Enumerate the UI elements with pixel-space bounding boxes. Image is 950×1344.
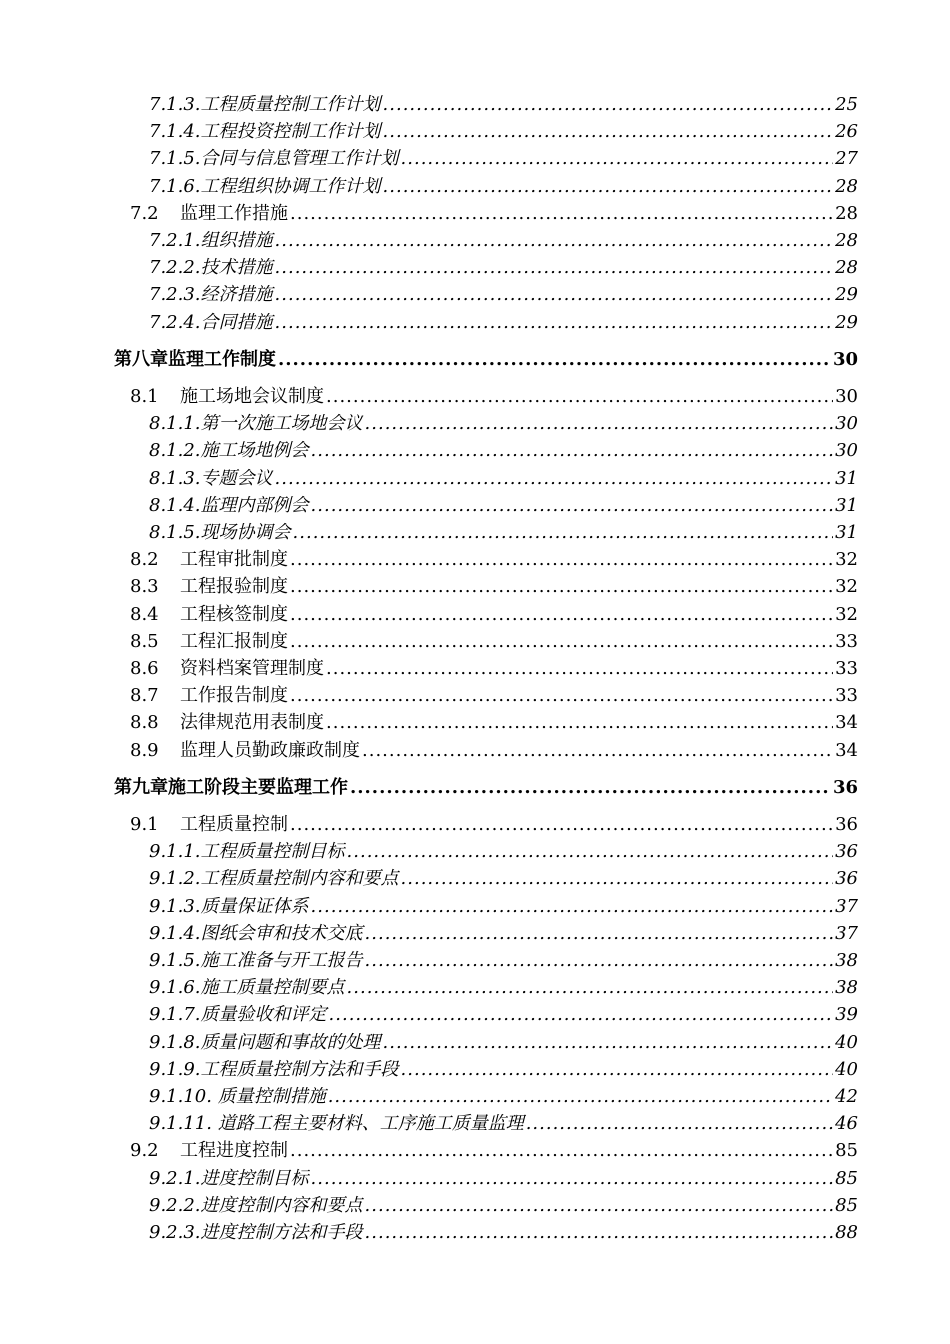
toc-entry-number: 8.9 — [130, 739, 159, 761]
toc-page-number: 40 — [835, 1058, 858, 1080]
toc-entry-title: 监理工作措施 — [180, 202, 288, 224]
toc-entry-label: 8.1.1.第一次施工场地会议 — [149, 413, 363, 435]
toc-page-number: 46 — [835, 1113, 858, 1135]
toc-entry[interactable] — [149, 519, 858, 546]
toc-entry[interactable] — [130, 737, 858, 764]
toc-entry-label: 9.1.8.质量问题和事故的处理 — [149, 1031, 381, 1053]
toc-entry-label: 9.1.10. 质量控制措施 — [149, 1086, 326, 1107]
toc-entry-number: 8.6 — [130, 658, 159, 679]
toc-page-number: 26 — [835, 121, 858, 143]
toc-entry-title: 工程汇报制度 — [180, 630, 288, 652]
toc-entry[interactable] — [149, 309, 858, 336]
toc-page-number: 27 — [835, 148, 858, 170]
toc-dot-leader — [290, 200, 833, 227]
toc-entry[interactable] — [149, 465, 858, 492]
toc-entry[interactable] — [149, 1110, 858, 1137]
toc-page-number: 30 — [835, 386, 858, 407]
toc-entry-label — [130, 682, 288, 709]
toc-dot-leader — [328, 1083, 833, 1110]
toc-dot-leader — [365, 1219, 834, 1246]
toc-entry-label — [130, 628, 288, 655]
toc-entry[interactable] — [149, 1219, 858, 1246]
toc-entry-label: 7.2.2.技术措施 — [149, 257, 273, 279]
toc-dot-leader — [275, 254, 834, 281]
toc-page-number: 40 — [835, 1031, 858, 1053]
toc-entry-label: 第九章施工阶段主要监理工作 — [114, 776, 348, 798]
toc-entry-label: 9.1.7.质量验收和评定 — [149, 1004, 327, 1026]
toc-entry-label: 9.1.4.图纸会审和技术交底 — [149, 922, 363, 944]
toc-entry[interactable] — [149, 227, 858, 254]
toc-entry-label: 8.1.3.专题会议 — [149, 467, 273, 489]
toc-entry-label — [130, 655, 324, 682]
toc-page-number: 30 — [835, 440, 858, 462]
toc-entry-title: 工程核签制度 — [180, 603, 288, 625]
toc-dot-leader — [329, 1001, 834, 1028]
toc-page-number: 33 — [835, 685, 858, 707]
toc-dot-leader — [275, 227, 834, 254]
toc-page-number: 29 — [835, 284, 858, 306]
toc-entry[interactable] — [149, 947, 858, 974]
toc-dot-leader — [293, 519, 834, 546]
toc-entry-label: 9.1.6.施工质量控制要点 — [149, 977, 345, 999]
toc-dot-leader — [311, 893, 834, 920]
toc-entry-title: 工程审批制度 — [180, 549, 288, 571]
toc-entry[interactable] — [149, 893, 858, 920]
toc-entry-label — [130, 709, 324, 736]
toc-page-number: 32 — [835, 549, 858, 571]
toc-entry[interactable] — [149, 1029, 858, 1056]
toc-entry[interactable] — [149, 974, 858, 1001]
toc-dot-leader — [362, 737, 833, 764]
toc-entry[interactable] — [149, 254, 858, 281]
toc-page-number: 29 — [835, 311, 858, 333]
toc-entry-label: 7.2.4.合同措施 — [149, 311, 273, 333]
toc-entry-number: 8.7 — [130, 685, 159, 707]
toc-page-number: 39 — [835, 1004, 858, 1026]
toc-entry[interactable] — [114, 346, 858, 373]
toc-entry[interactable] — [149, 1083, 858, 1110]
toc-dot-leader — [326, 655, 833, 682]
toc-entry-label: 9.2.2.进度控制内容和要点 — [149, 1194, 363, 1216]
toc-dot-leader — [347, 838, 834, 865]
toc-dot-leader — [365, 410, 834, 437]
toc-page-number: 85 — [835, 1140, 858, 1162]
toc-entry[interactable] — [130, 811, 858, 838]
toc-entry[interactable] — [149, 410, 858, 437]
toc-page-number: 31 — [835, 494, 858, 516]
toc-page-number: 28 — [835, 257, 858, 279]
toc-entry-label: 9.2.3.进度控制方法和手段 — [149, 1222, 363, 1243]
toc-entry-title: 工作报告制度 — [180, 685, 288, 707]
toc-entry[interactable] — [130, 682, 858, 709]
toc-dot-leader — [290, 811, 833, 838]
toc-dot-leader — [275, 281, 834, 308]
toc-entry-label: 7.1.6.工程组织协调工作计划 — [149, 175, 381, 197]
toc-page-number: 32 — [835, 603, 858, 625]
toc-page-number: 38 — [835, 950, 858, 971]
toc-dot-leader — [275, 465, 834, 492]
toc-entry-label: 9.1.3.质量保证体系 — [149, 895, 309, 917]
toc-page-number: 85 — [835, 1194, 858, 1216]
toc-entry[interactable] — [149, 838, 858, 865]
toc-entry-title: 工程进度控制 — [180, 1140, 288, 1162]
toc-entry-label: 9.1.1.工程质量控制目标 — [149, 841, 345, 863]
toc-dot-leader — [290, 601, 833, 628]
toc-page-number: 88 — [835, 1222, 858, 1243]
toc-entry-label — [130, 573, 288, 600]
toc-entry-number: 7.2 — [130, 202, 159, 224]
toc-page-number: 34 — [835, 712, 858, 734]
toc-entry-label: 9.1.11. 道路工程主要材料、工序施工质量监理 — [149, 1113, 524, 1135]
toc-entry-label: 9.2.1.进度控制目标 — [149, 1167, 309, 1189]
toc-page-number: 32 — [835, 576, 858, 598]
toc-page-number: 28 — [835, 230, 858, 251]
toc-entry[interactable] — [130, 546, 858, 573]
toc-entry-number: 8.3 — [130, 576, 159, 598]
toc-entry-label: 7.2.3.经济措施 — [149, 284, 273, 306]
toc-dot-leader — [290, 573, 833, 600]
toc-entry-number: 8.8 — [130, 712, 159, 734]
toc-entry[interactable] — [130, 1137, 858, 1164]
toc-entry[interactable] — [130, 383, 858, 410]
toc-entry-label — [130, 383, 324, 410]
toc-entry-label: 9.1.5.施工准备与开工报告 — [149, 950, 363, 971]
toc-page-number: 28 — [835, 202, 858, 224]
toc-entry[interactable] — [149, 118, 858, 145]
toc-entry[interactable] — [149, 91, 858, 118]
toc-entry-label — [130, 601, 288, 628]
toc-dot-leader — [526, 1110, 833, 1137]
toc-entry-label: 9.1.2.工程质量控制内容和要点 — [149, 868, 399, 890]
toc-entry[interactable] — [149, 145, 858, 172]
toc-page-number: 33 — [835, 630, 858, 652]
toc-entry-label — [130, 811, 288, 838]
toc-page-number: 36 — [835, 814, 858, 835]
toc-page-number: 36 — [835, 868, 858, 890]
toc-page-number: 36 — [832, 776, 858, 798]
toc-entry[interactable] — [149, 920, 858, 947]
toc-entry[interactable] — [149, 1001, 858, 1028]
toc-page-number: 38 — [835, 977, 858, 999]
toc-entry-label: 第八章监理工作制度 — [114, 348, 276, 370]
toc-page-number: 37 — [835, 895, 858, 917]
toc-entry-label: 8.1.5.现场协调会 — [149, 522, 291, 543]
toc-entry[interactable] — [130, 628, 858, 655]
toc-entry[interactable] — [130, 655, 858, 682]
toc-dot-leader — [350, 774, 831, 801]
toc-page-number: 34 — [835, 739, 858, 761]
toc-entry-label: 7.1.4.工程投资控制工作计划 — [149, 121, 381, 143]
toc-entry[interactable] — [130, 200, 858, 227]
toc-dot-leader — [383, 91, 834, 118]
toc-page-number: 31 — [835, 467, 858, 489]
toc-dot-leader — [311, 437, 834, 464]
toc-page-number: 85 — [835, 1167, 858, 1189]
toc-page-number: 28 — [835, 175, 858, 197]
toc-entry[interactable] — [149, 1165, 858, 1192]
toc-entry-number: 8.4 — [130, 603, 159, 625]
toc-entry-number: 8.1 — [130, 386, 159, 407]
toc-entry-title: 工程报验制度 — [180, 576, 288, 598]
toc-page-number: 25 — [835, 94, 858, 115]
toc-page-number: 30 — [835, 413, 858, 435]
toc-page-number: 33 — [835, 658, 858, 679]
toc-entry-label: 7.2.1.组织措施 — [149, 230, 273, 251]
toc-entry[interactable] — [149, 1192, 858, 1219]
toc-dot-leader — [401, 1056, 834, 1083]
toc-dot-leader — [401, 145, 834, 172]
toc-entry[interactable] — [130, 573, 858, 600]
toc-entry-label: 7.1.5.合同与信息管理工作计划 — [149, 148, 399, 170]
toc-dot-leader — [290, 682, 833, 709]
toc-entry-label: 7.1.3.工程质量控制工作计划 — [149, 94, 381, 115]
toc-entry-number: 8.2 — [130, 549, 159, 571]
toc-entry-label — [130, 1137, 288, 1164]
toc-dot-leader — [326, 383, 833, 410]
toc-entry[interactable] — [114, 774, 858, 801]
toc-entry-title: 资料档案管理制度 — [180, 658, 324, 679]
toc-dot-leader — [401, 865, 834, 892]
toc-dot-leader — [311, 492, 834, 519]
toc-entry[interactable] — [149, 865, 858, 892]
toc-entry-title: 施工场地会议制度 — [180, 386, 324, 407]
toc-entry-label — [130, 546, 288, 573]
toc-entry[interactable] — [149, 281, 858, 308]
toc-entry-number: 9.1 — [130, 814, 159, 835]
toc-dot-leader — [347, 974, 834, 1001]
toc-page-number: 31 — [835, 522, 858, 543]
toc-page-number: 36 — [835, 841, 858, 863]
toc-entry-number: 8.5 — [130, 630, 159, 652]
toc-page-number: 42 — [835, 1086, 858, 1107]
toc-entry-title: 法律规范用表制度 — [180, 712, 324, 734]
toc-entry[interactable] — [149, 437, 858, 464]
toc-entry[interactable] — [149, 492, 858, 519]
toc-entry[interactable] — [149, 1056, 858, 1083]
toc-dot-leader — [278, 346, 831, 373]
toc-dot-leader — [326, 709, 833, 736]
toc-dot-leader — [290, 1137, 833, 1164]
toc-entry-label: 8.1.2.施工场地例会 — [149, 440, 309, 462]
toc-entry-title: 监理人员勤政廉政制度 — [180, 739, 360, 761]
toc-dot-leader — [365, 920, 834, 947]
toc-page-number: 30 — [832, 348, 858, 370]
toc-dot-leader — [290, 546, 833, 573]
toc-entry-label — [130, 200, 288, 227]
toc-page-number: 37 — [835, 922, 858, 944]
toc-dot-leader — [311, 1165, 834, 1192]
toc-entry-number: 9.2 — [130, 1140, 159, 1162]
toc-dot-leader — [383, 1029, 834, 1056]
toc-entry[interactable] — [130, 601, 858, 628]
toc-entry-label: 8.1.4.监理内部例会 — [149, 494, 309, 516]
toc-entry-title: 工程质量控制 — [180, 814, 288, 835]
toc-dot-leader — [275, 309, 834, 336]
toc-entry-label — [130, 737, 360, 764]
toc-entry[interactable] — [149, 173, 858, 200]
toc-dot-leader — [383, 118, 834, 145]
toc-dot-leader — [365, 1192, 834, 1219]
toc-dot-leader — [365, 947, 834, 974]
toc-entry-label: 9.1.9.工程质量控制方法和手段 — [149, 1058, 399, 1080]
toc-dot-leader — [383, 173, 834, 200]
toc-dot-leader — [290, 628, 833, 655]
toc-entry[interactable] — [130, 709, 858, 736]
